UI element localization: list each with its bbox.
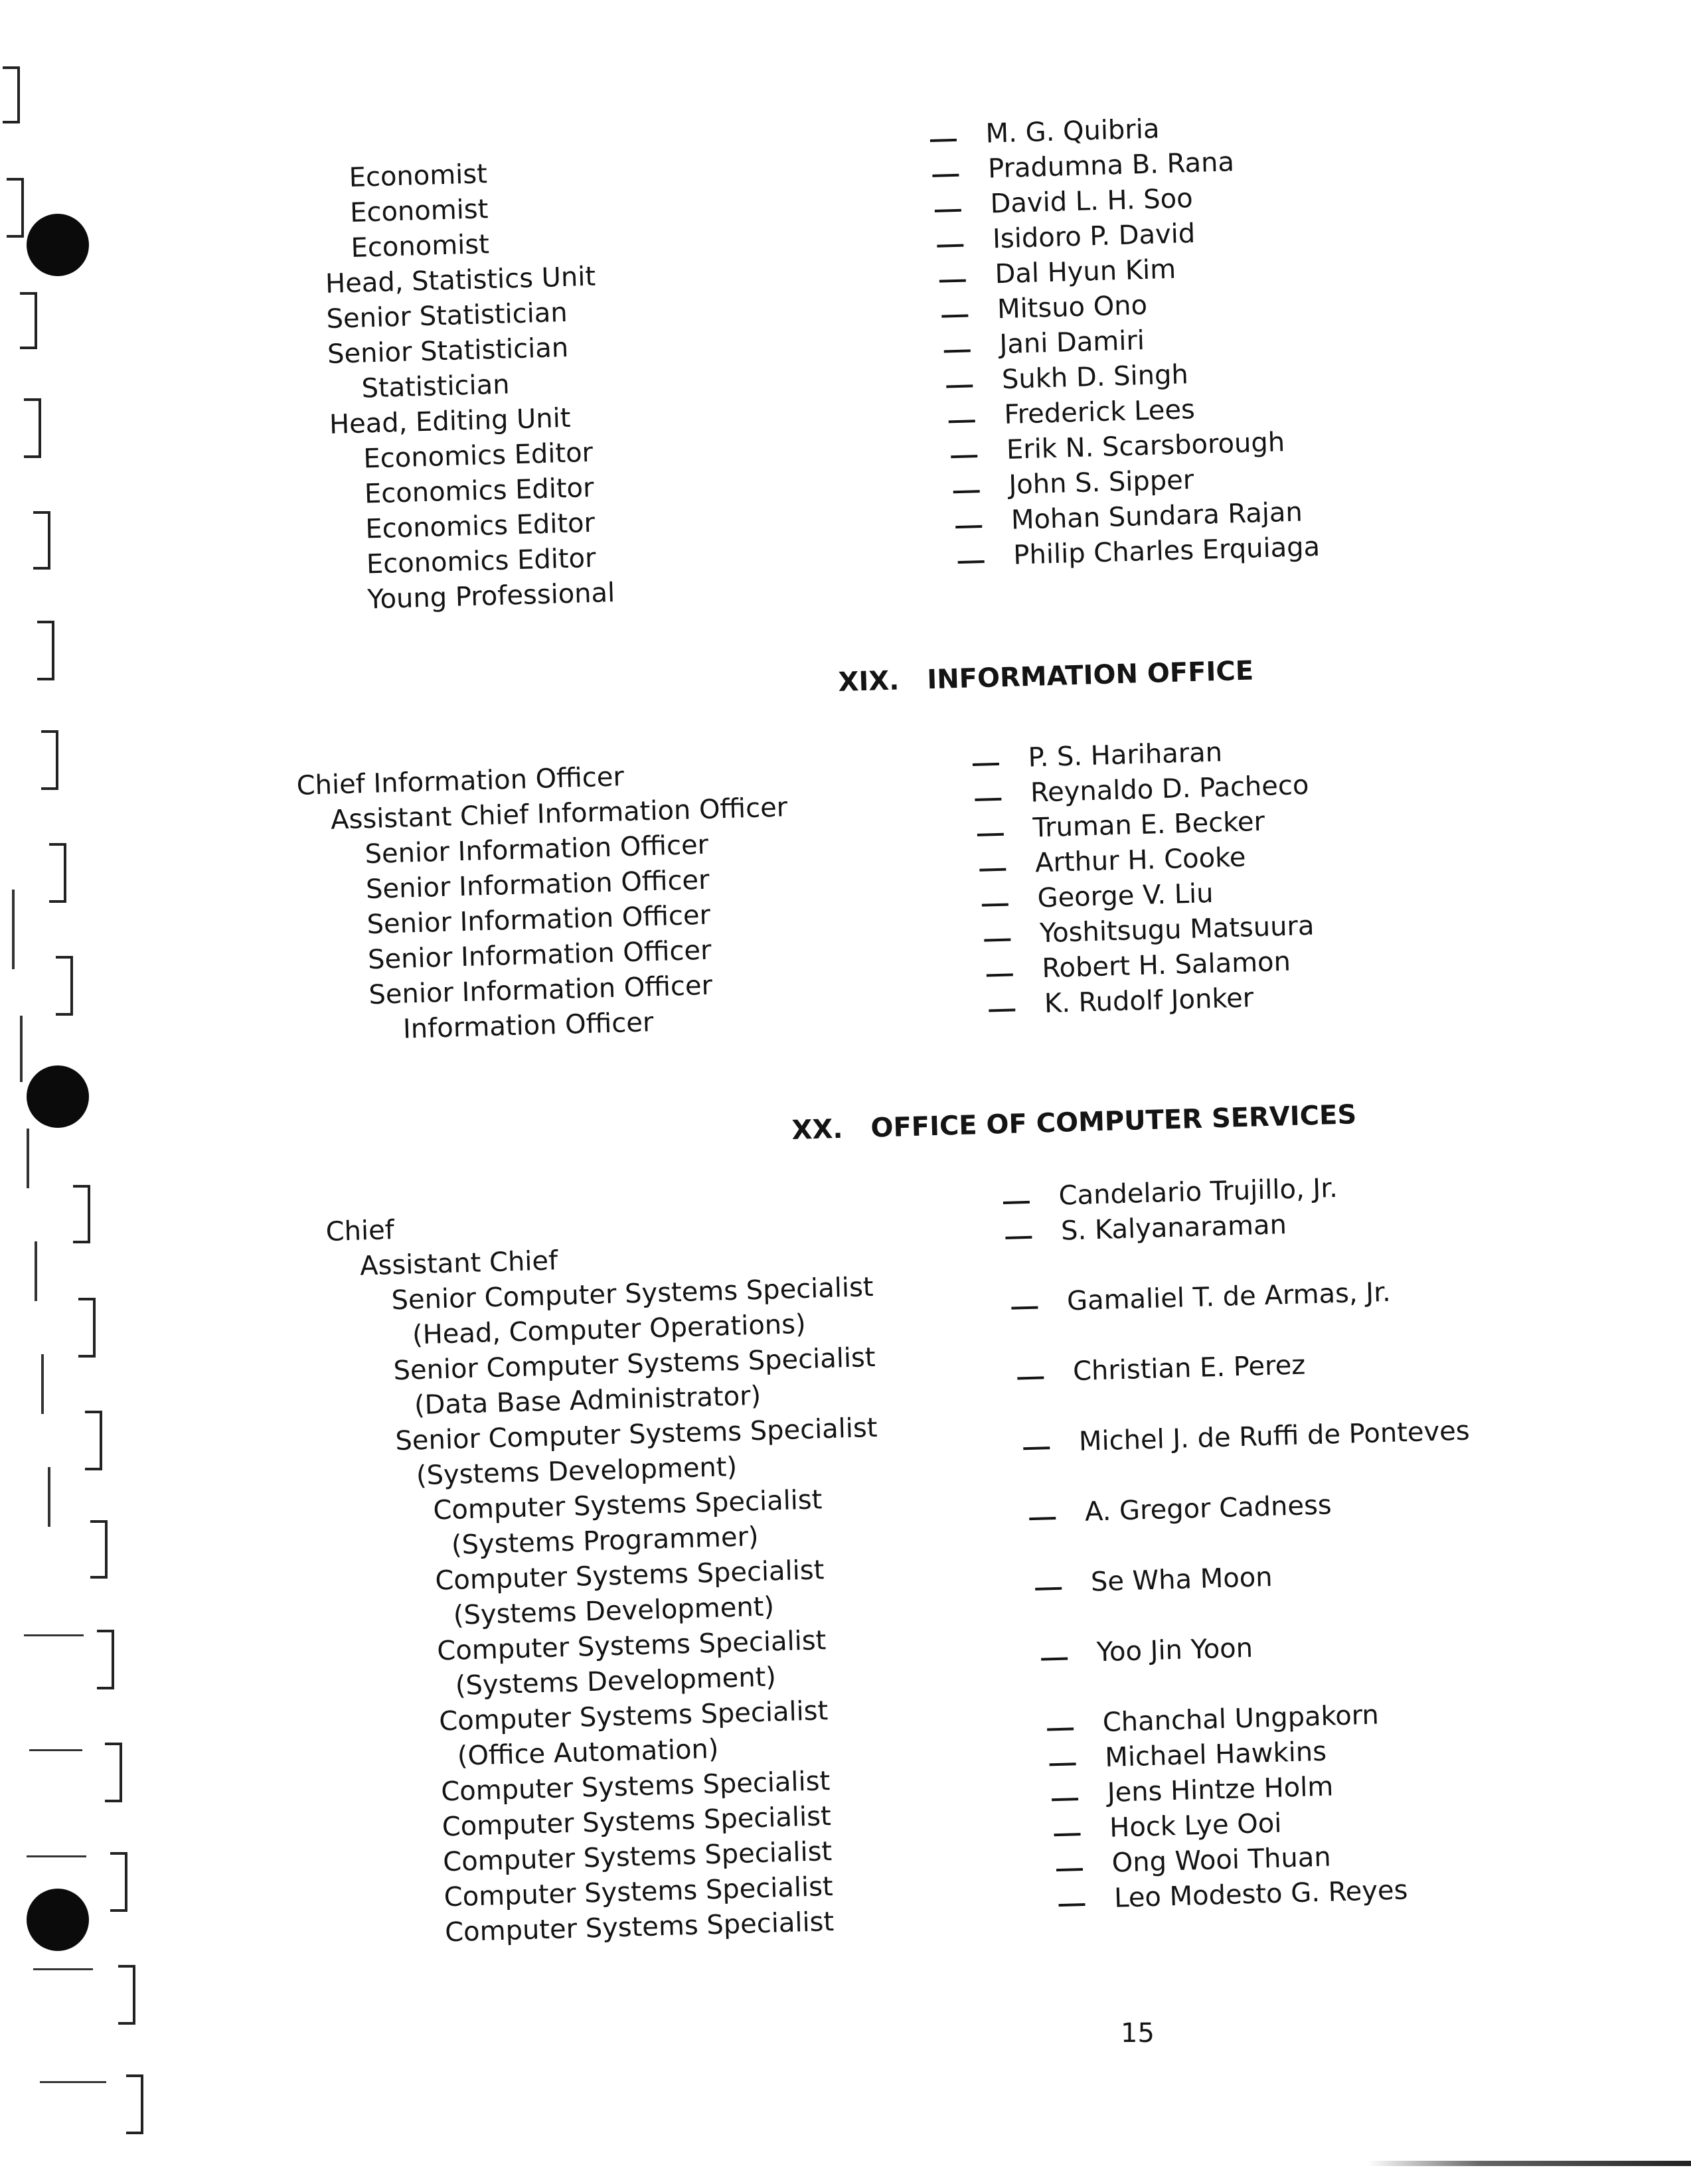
scan-artifact [33,1968,93,1970]
page-number: 15 [1121,2018,1155,2049]
section-heading-xix [838,656,1254,698]
position-title: (Systems Development) [455,1662,777,1701]
position-title: Economics Editor [364,472,595,510]
position-title: (Data Base Administrator) [414,1380,762,1421]
scan-artifact [12,890,15,969]
name-entry: George V. Liu [981,876,1214,917]
name-entry: Jens Hintze Holm [1051,1769,1334,1812]
name-entry: Sukh D. Singh [945,357,1188,398]
position-title: Senior Information Officer [364,829,709,870]
name-entry: Michael Hawkins [1049,1735,1327,1777]
binder-ring-mark [56,956,73,1016]
position-title: Economics Editor [364,507,596,545]
scan-artifact [48,1467,50,1527]
name-entry: P. S. Hariharan [972,735,1223,776]
scan-artifact [29,1749,82,1751]
position-title: Assistant Chief Information Officer [330,792,788,836]
binder-ring-mark [20,292,37,349]
name-entry: Arthur H. Cooke [979,840,1246,882]
name-entry: Hock Lye Ooi [1054,1806,1282,1847]
name-entry: Yoshitsugu Matsuura [983,909,1315,953]
position-title: Economics Editor [362,437,594,475]
binder-ring-mark [118,1965,135,2025]
position-title: (Systems Programmer) [451,1521,760,1561]
position-title: Computer Systems Specialist [438,1695,829,1737]
scan-artifact [41,1354,44,1414]
name-entry: Mitsuo Ono [941,288,1147,329]
position-title: (Office Automation) [457,1733,719,1772]
position-title: Senior Information Officer [366,899,711,941]
position-title: Young Professional [366,578,615,615]
position-title: Economics Editor [366,542,597,580]
position-title: Computer Systems Specialist [443,1871,834,1913]
position-title: Economist [349,159,488,193]
binder-ring-mark [97,1630,114,1689]
binder-ring-mark [33,511,50,570]
position-title: Computer Systems Specialist [434,1555,825,1597]
binder-ring-mark [49,843,66,903]
section-title: INFORMATION OFFICE [926,655,1254,696]
position-title: Senior Information Officer [365,864,710,905]
position-title: (Systems Development) [453,1591,775,1631]
name-entry: Erik N. Scarsborough [950,425,1285,469]
position-title: Computer Systems Specialist [444,1907,835,1948]
scan-artifact [27,1129,29,1188]
position-title: Senior Computer Systems Specialist [392,1342,876,1387]
name-entry: Michel J. de Ruffi de Ponteves [1022,1414,1470,1461]
binder-ring-mark [78,1298,96,1358]
binder-ring-mark [85,1411,102,1470]
name-entry: Philip Charles Erquiaga [957,530,1321,574]
name-entry: Ong Wooi Thuan [1056,1840,1331,1883]
name-entry: Isidoro P. David [936,216,1195,258]
position-title: Senior Information Officer [368,970,713,1011]
scan-artifact [20,1016,23,1082]
position-title: Senior Statistician [326,297,568,335]
scan-artifact [35,1241,37,1301]
name-entry: Chanchal Ungpakorn [1046,1697,1379,1741]
position-title: Information Officer [402,1007,654,1045]
position-title: Economist [351,229,490,264]
binder-ring-mark [73,1185,90,1243]
name-entry: Leo Modesto G. Reyes [1058,1873,1408,1917]
position-title: Head, Editing Unit [329,402,572,440]
position-title: Senior Computer Systems Specialist [394,1412,878,1457]
name-entry: Mohan Sundara Rajan [955,495,1303,540]
punch-hole [27,1889,89,1951]
position-title: Head, Statistics Unit [325,261,596,300]
name-entry: M. G. Quibria [929,112,1160,153]
scan-artifact [27,1855,86,1857]
position-title: Economist [349,194,489,228]
name-entry: Gamaliel T. de Armas, Jr. [1010,1275,1391,1320]
binder-ring-mark [41,730,58,790]
section-title: OFFICE OF COMPUTER SERVICES [870,1099,1357,1144]
punch-hole [27,1065,89,1128]
name-entry: John S. Sipper [953,463,1194,504]
name-entry: David L. H. Soo [934,181,1193,223]
section-heading-xx [791,1099,1357,1146]
position-title: Senior Statistician [327,332,569,370]
position-title: Computer Systems Specialist [432,1484,823,1526]
position-title: (Head, Computer Operations) [412,1308,807,1351]
name-entry: A. Gregor Cadness [1028,1488,1332,1531]
name-entry: Dal Hyun Kim [939,252,1176,293]
position-title: Computer Systems Specialist [436,1625,827,1667]
name-entry: S. Kalyanaraman [1005,1208,1287,1250]
binder-ring-mark [24,398,41,458]
binder-margin [0,0,173,2184]
name-entry: K. Rudolf Jonker [988,980,1253,1022]
binder-ring-mark [126,2074,143,2134]
name-entry: Candelario Trujillo, Jr. [1003,1171,1338,1215]
binder-ring-mark [105,1743,122,1802]
position-title: Statistician [361,369,511,404]
position-title: Senior Computer Systems Specialist [391,1272,874,1316]
binder-ring-mark [110,1852,127,1912]
name-entry: Truman E. Becker [977,805,1265,847]
position-title: Computer Systems Specialist [442,1801,832,1843]
position-title: Assistant Chief [359,1245,558,1282]
scan-edge-mark [1368,2161,1691,2166]
scan-artifact [40,2081,106,2083]
name-entry: Se Wha Moon [1034,1560,1273,1601]
name-entry: Robert H. Salamon [986,945,1291,988]
punch-hole [27,214,89,276]
position-title: Chief Information Officer [296,761,625,801]
name-entry: Pradumna B. Rana [931,145,1234,188]
position-title: Computer Systems Specialist [440,1766,831,1808]
binder-ring-mark [90,1520,108,1579]
name-entry: Frederick Lees [948,392,1196,433]
position-title: Computer Systems Specialist [442,1836,833,1878]
scan-artifact [24,1634,84,1636]
position-title: (Systems Development) [416,1451,738,1492]
name-entry: Jani Damiri [943,323,1145,363]
binder-ring-mark [37,621,54,680]
position-title: Chief [325,1215,395,1247]
binder-ring-mark [3,66,20,123]
binder-ring-mark [7,178,24,238]
section-number: XIX. [838,665,900,698]
section-number: XX. [791,1113,844,1146]
name-entry: Christian E. Perez [1016,1348,1306,1390]
name-entry: Reynaldo D. Pacheco [974,768,1309,812]
position-title: Senior Information Officer [367,935,712,976]
name-entry: Yoo Jin Yoon [1040,1631,1253,1672]
